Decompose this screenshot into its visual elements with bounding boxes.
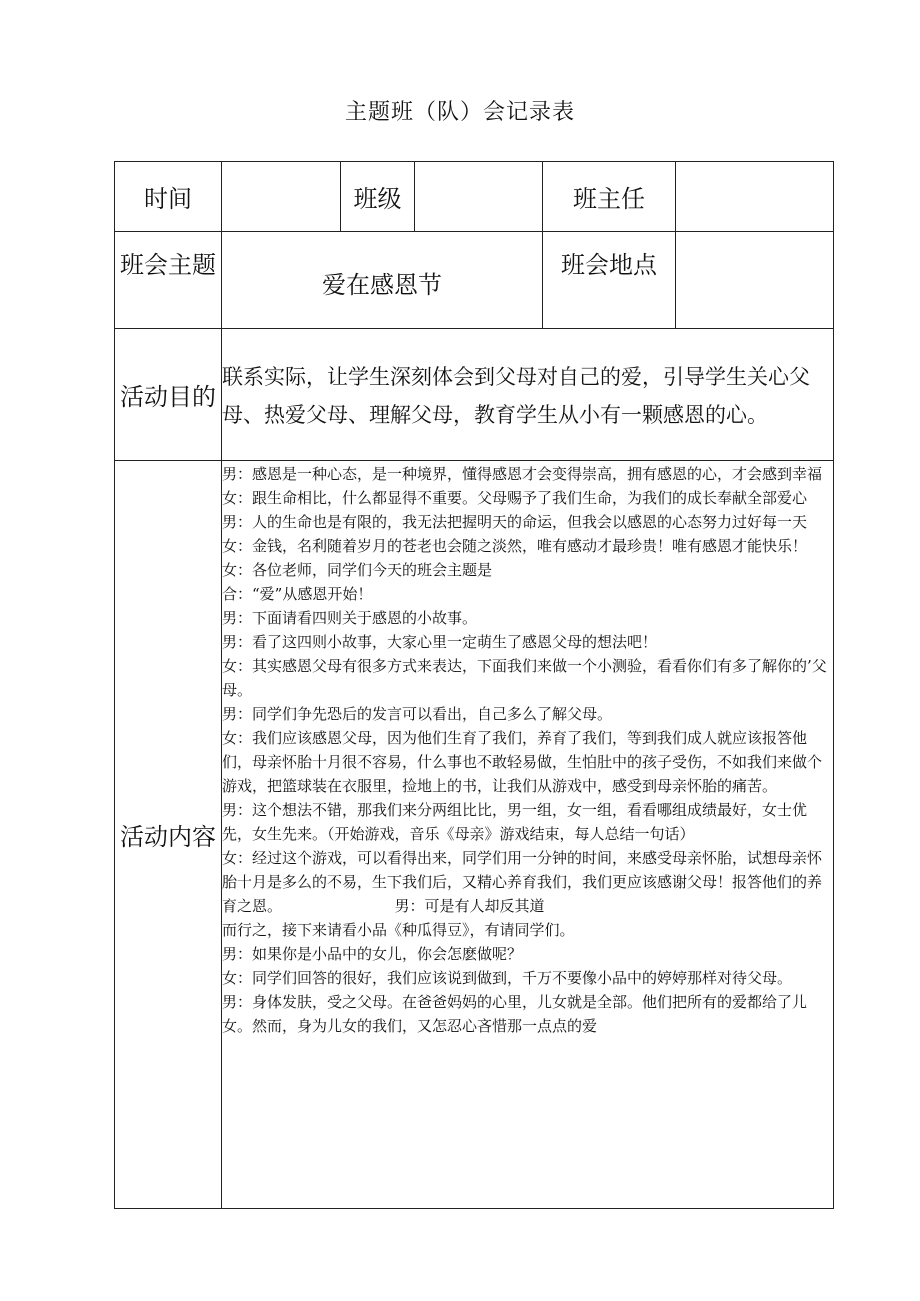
head-teacher-label: 班主任 — [573, 185, 645, 213]
content-line: 女：跟生命相比，什么都显得不重要。父母赐予了我们生命，为我们的成长奉献全部爱心 — [222, 489, 808, 507]
content-line: 男：身体发肤，受之父母。在爸爸妈妈的心里，儿女就是全部。他们把所有的爱都给了儿女。然而，身为儿女的我们，又怎忍心吝惜那一点点的爱 — [222, 993, 808, 1035]
content-line: 女：我们应该感恩父母，因为他们生育了我们，养育了我们，等到我们成人就应该报答他们，母亲怀胎十月很不容易，什么事也不敢轻易做，生怕肚中的孩子受伤，不如我们来做个游戏，把篮球装在衣服里，捡地上的书，让我们从游戏中，感受到母亲怀胎的痛苦。 — [222, 729, 823, 795]
content-line: 男：人的生命也是有限的，我无法把握明天的命运，但我会以感恩的心态努力过好每一天 — [222, 513, 808, 531]
content-body — [222, 462, 834, 1038]
head-teacher-value — [676, 162, 833, 231]
purpose-text: 联系实际，让学生深刻体会到父母对自己的爱，引导学生关心父母、热爱父母、理解父母，教育学生从小有一颗感恩的心。 — [222, 365, 810, 427]
page-title: 主题班（队）会记录表 — [344, 100, 575, 125]
content-line: 男：下面请看四则关于感恩的小故事。 — [222, 609, 478, 627]
content-line: 合：“爱”从感恩开始！ — [222, 585, 373, 603]
content-line: 男：同学们争先恐后的发言可以看出，自己多么了解父母。 — [222, 705, 613, 723]
content-line: 而行之，接下来请看小品《种瓜得豆》，有请同学们。 — [222, 921, 575, 939]
content-line: 女：其实感恩父母有很多方式来表达，下面我们来做一个小测验，看看你们有多了解你的’父母。 — [222, 657, 827, 699]
table-border-bottom — [114, 1208, 834, 1209]
content-line: 女：经过这个游戏，可以看得出来，同学们用一分钟的时间，来感受母亲怀胎，试想母亲怀胎十月是多么的不易，生下我们后，又精心养育我们，我们更应该感谢父母！报答他们的养育之恩。 男：可是有人却反其道 — [222, 849, 823, 915]
purpose-label: 活动目的 — [120, 383, 216, 411]
class-value — [415, 162, 542, 231]
content-label: 活动内容 — [120, 823, 216, 851]
row-divider — [114, 328, 834, 329]
location-value — [676, 232, 833, 328]
location-label: 班会地点 — [561, 250, 657, 279]
content-line: 男：如果你是小品中的女儿，你会怎麽做呢？ — [222, 945, 523, 963]
content-line: 女：金钱，名利随着岁月的苍老也会随之淡然，唯有感动才最珍贵！唯有感恩才能快乐！ — [222, 537, 808, 555]
content-line: 男：这个想法不错，那我们来分两组比比，男一组，女一组，看看哪组成绩最好，女士优先，女生先来。（开始游戏，音乐《母亲》游戏结束，每人总结一句话） — [222, 801, 808, 843]
theme-value: 爱在感恩节 — [322, 270, 442, 299]
content-line: 女：同学们回答的很好，我们应该说到做到，千万不要像小品中的婷婷那样对待父母。 — [222, 969, 793, 987]
class-label: 班级 — [353, 185, 402, 213]
content-line: 女：各位老师，同学们今天的班会主题是 — [222, 561, 493, 579]
content-line: 男：感恩是一种心态，是一种境界，懂得感恩才会变得崇高，拥有感恩的心，才会感到幸福 — [222, 465, 823, 483]
time-label: 时间 — [144, 185, 192, 213]
content-line: 男：看了这四则小故事，大家心里一定萌生了感恩父母的想法吧！ — [222, 633, 658, 651]
time-value — [222, 162, 340, 231]
theme-label: 班会主题 — [120, 250, 216, 279]
row-divider — [114, 460, 834, 461]
